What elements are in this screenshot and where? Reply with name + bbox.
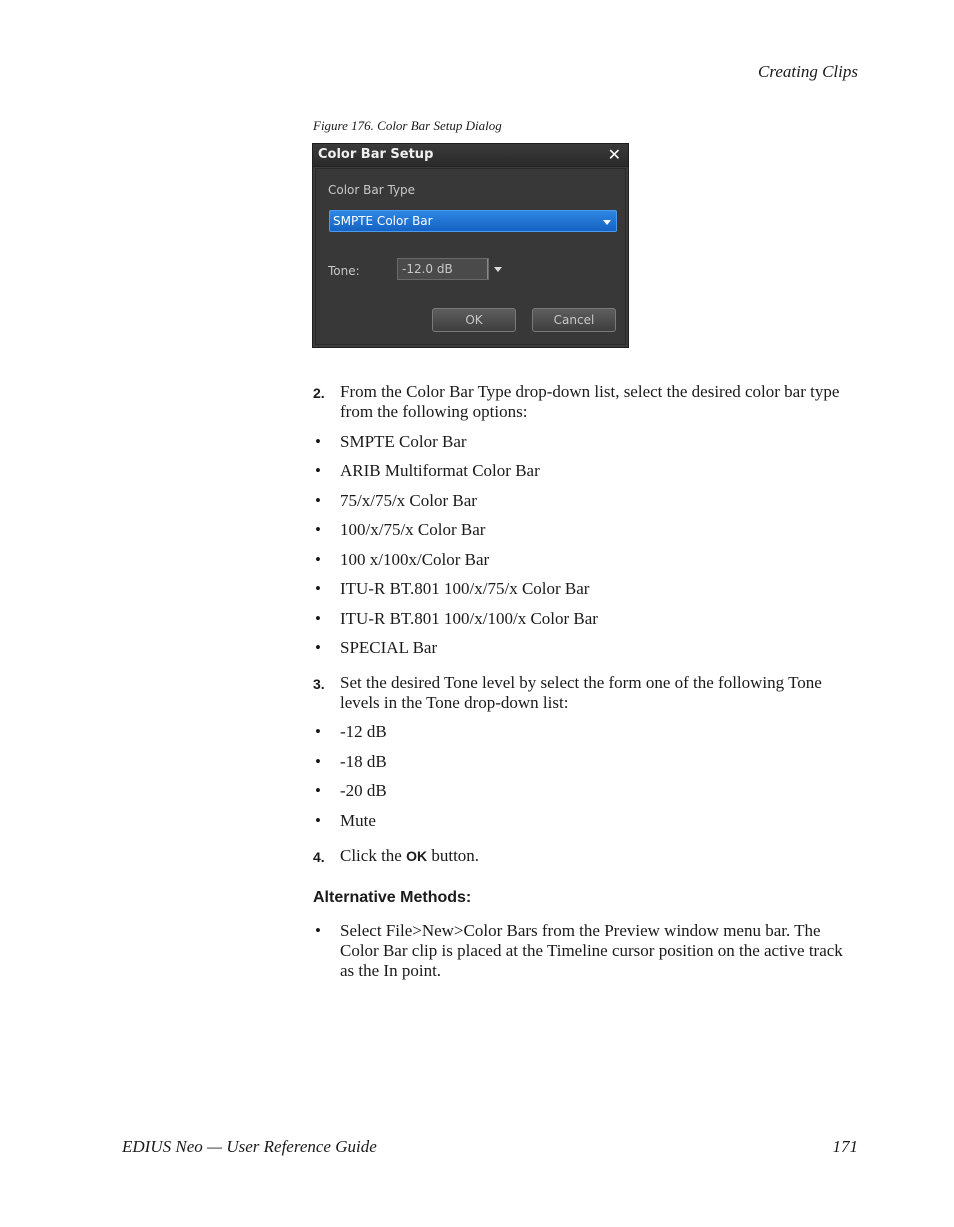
step-text: From the Color Bar Type drop-down list, select the desired color bar type from the following options: — [340, 382, 840, 421]
list-item-text: Select File>New>Color Bars from the Preview window menu bar. The Color Bar clip is placed at the Timeline cursor position on the active track as the In point. — [340, 921, 843, 980]
list-item-text: ITU-R BT.801 100/x/100/x Color Bar — [340, 609, 598, 628]
list-item-text: SPECIAL Bar — [340, 638, 438, 657]
ok-keyword: OK — [406, 848, 428, 864]
dialog-titlebar — [313, 144, 628, 167]
list-item-text: -12 dB — [340, 722, 387, 741]
tone-divider — [487, 259, 488, 279]
step-number: 4. — [313, 849, 325, 865]
bullet: • — [315, 638, 321, 657]
bullet: • — [315, 579, 321, 598]
bullet: • — [315, 722, 321, 741]
footer-title: EDIUS Neo — User Reference Guide — [122, 1137, 377, 1156]
step-3 — [313, 673, 858, 713]
tone-dropdown[interactable] — [397, 258, 489, 280]
close-icon[interactable]: ✕ — [607, 145, 621, 164]
bullet: • — [315, 461, 321, 480]
list-item-text: SMPTE Color Bar — [340, 432, 467, 451]
bullet: • — [315, 752, 321, 771]
list-item — [313, 722, 858, 742]
list-item-text: 75/x/75/x Color Bar — [340, 491, 477, 510]
step-number: 3. — [313, 676, 325, 692]
page-number: 171 — [832, 1137, 858, 1156]
list-item — [313, 520, 858, 540]
step-text-pre: Click the — [340, 846, 407, 865]
list-item — [313, 609, 858, 629]
tone-label: Tone: — [328, 264, 360, 278]
list-item — [313, 579, 858, 599]
list-item-text: 100/x/75/x Color Bar — [340, 520, 486, 539]
list-item — [313, 432, 858, 452]
bullet: • — [315, 432, 321, 451]
bullet: • — [315, 609, 321, 628]
step-4 — [313, 846, 858, 866]
bullet: • — [315, 781, 321, 800]
list-item-text: -18 dB — [340, 752, 387, 771]
bullet: • — [315, 520, 321, 539]
list-item-text: 100 x/100x/Color Bar — [340, 550, 490, 569]
list-item — [313, 781, 858, 801]
color-bar-type-label: Color Bar Type — [328, 183, 416, 197]
bullet: • — [315, 550, 321, 569]
tone-value: -12.0 dB — [402, 262, 453, 276]
color-bar-type-value: SMPTE Color Bar — [333, 214, 433, 228]
color-bar-type-dropdown[interactable] — [329, 210, 617, 232]
bullet: • — [315, 491, 321, 510]
list-item — [313, 638, 858, 658]
figure-caption: Figure 176. Color Bar Setup Dialog — [313, 118, 502, 133]
list-item — [313, 461, 858, 481]
step-text-post: button. — [427, 846, 480, 865]
step-text: Set the desired Tone level by select the form one of the following Tone levels in the Tone drop-down list: — [340, 673, 822, 712]
list-item — [313, 752, 858, 772]
bullet: • — [315, 811, 321, 830]
list-item-text: -20 dB — [340, 781, 387, 800]
list-item-text: Mute — [340, 811, 376, 830]
step-2 — [313, 382, 858, 422]
cancel-button[interactable]: Cancel — [532, 308, 616, 332]
bullet: • — [315, 921, 321, 940]
list-item-text: ARIB Multiformat Color Bar — [340, 461, 540, 480]
dialog-body — [315, 168, 626, 345]
step-text — [340, 846, 858, 866]
chevron-down-icon[interactable] — [494, 267, 502, 272]
list-item — [313, 921, 858, 981]
list-item — [313, 550, 858, 570]
ok-button[interactable]: OK — [432, 308, 516, 332]
running-header: Creating Clips — [758, 62, 858, 81]
color-bar-setup-dialog — [312, 143, 629, 348]
list-item — [313, 491, 858, 511]
list-item — [313, 811, 858, 831]
chevron-down-icon — [603, 220, 611, 225]
list-item-text: ITU-R BT.801 100/x/75/x Color Bar — [340, 579, 590, 598]
step-number: 2. — [313, 385, 325, 401]
alternative-methods-heading: Alternative Methods: — [313, 889, 472, 906]
dialog-title: Color Bar Setup — [318, 147, 434, 162]
